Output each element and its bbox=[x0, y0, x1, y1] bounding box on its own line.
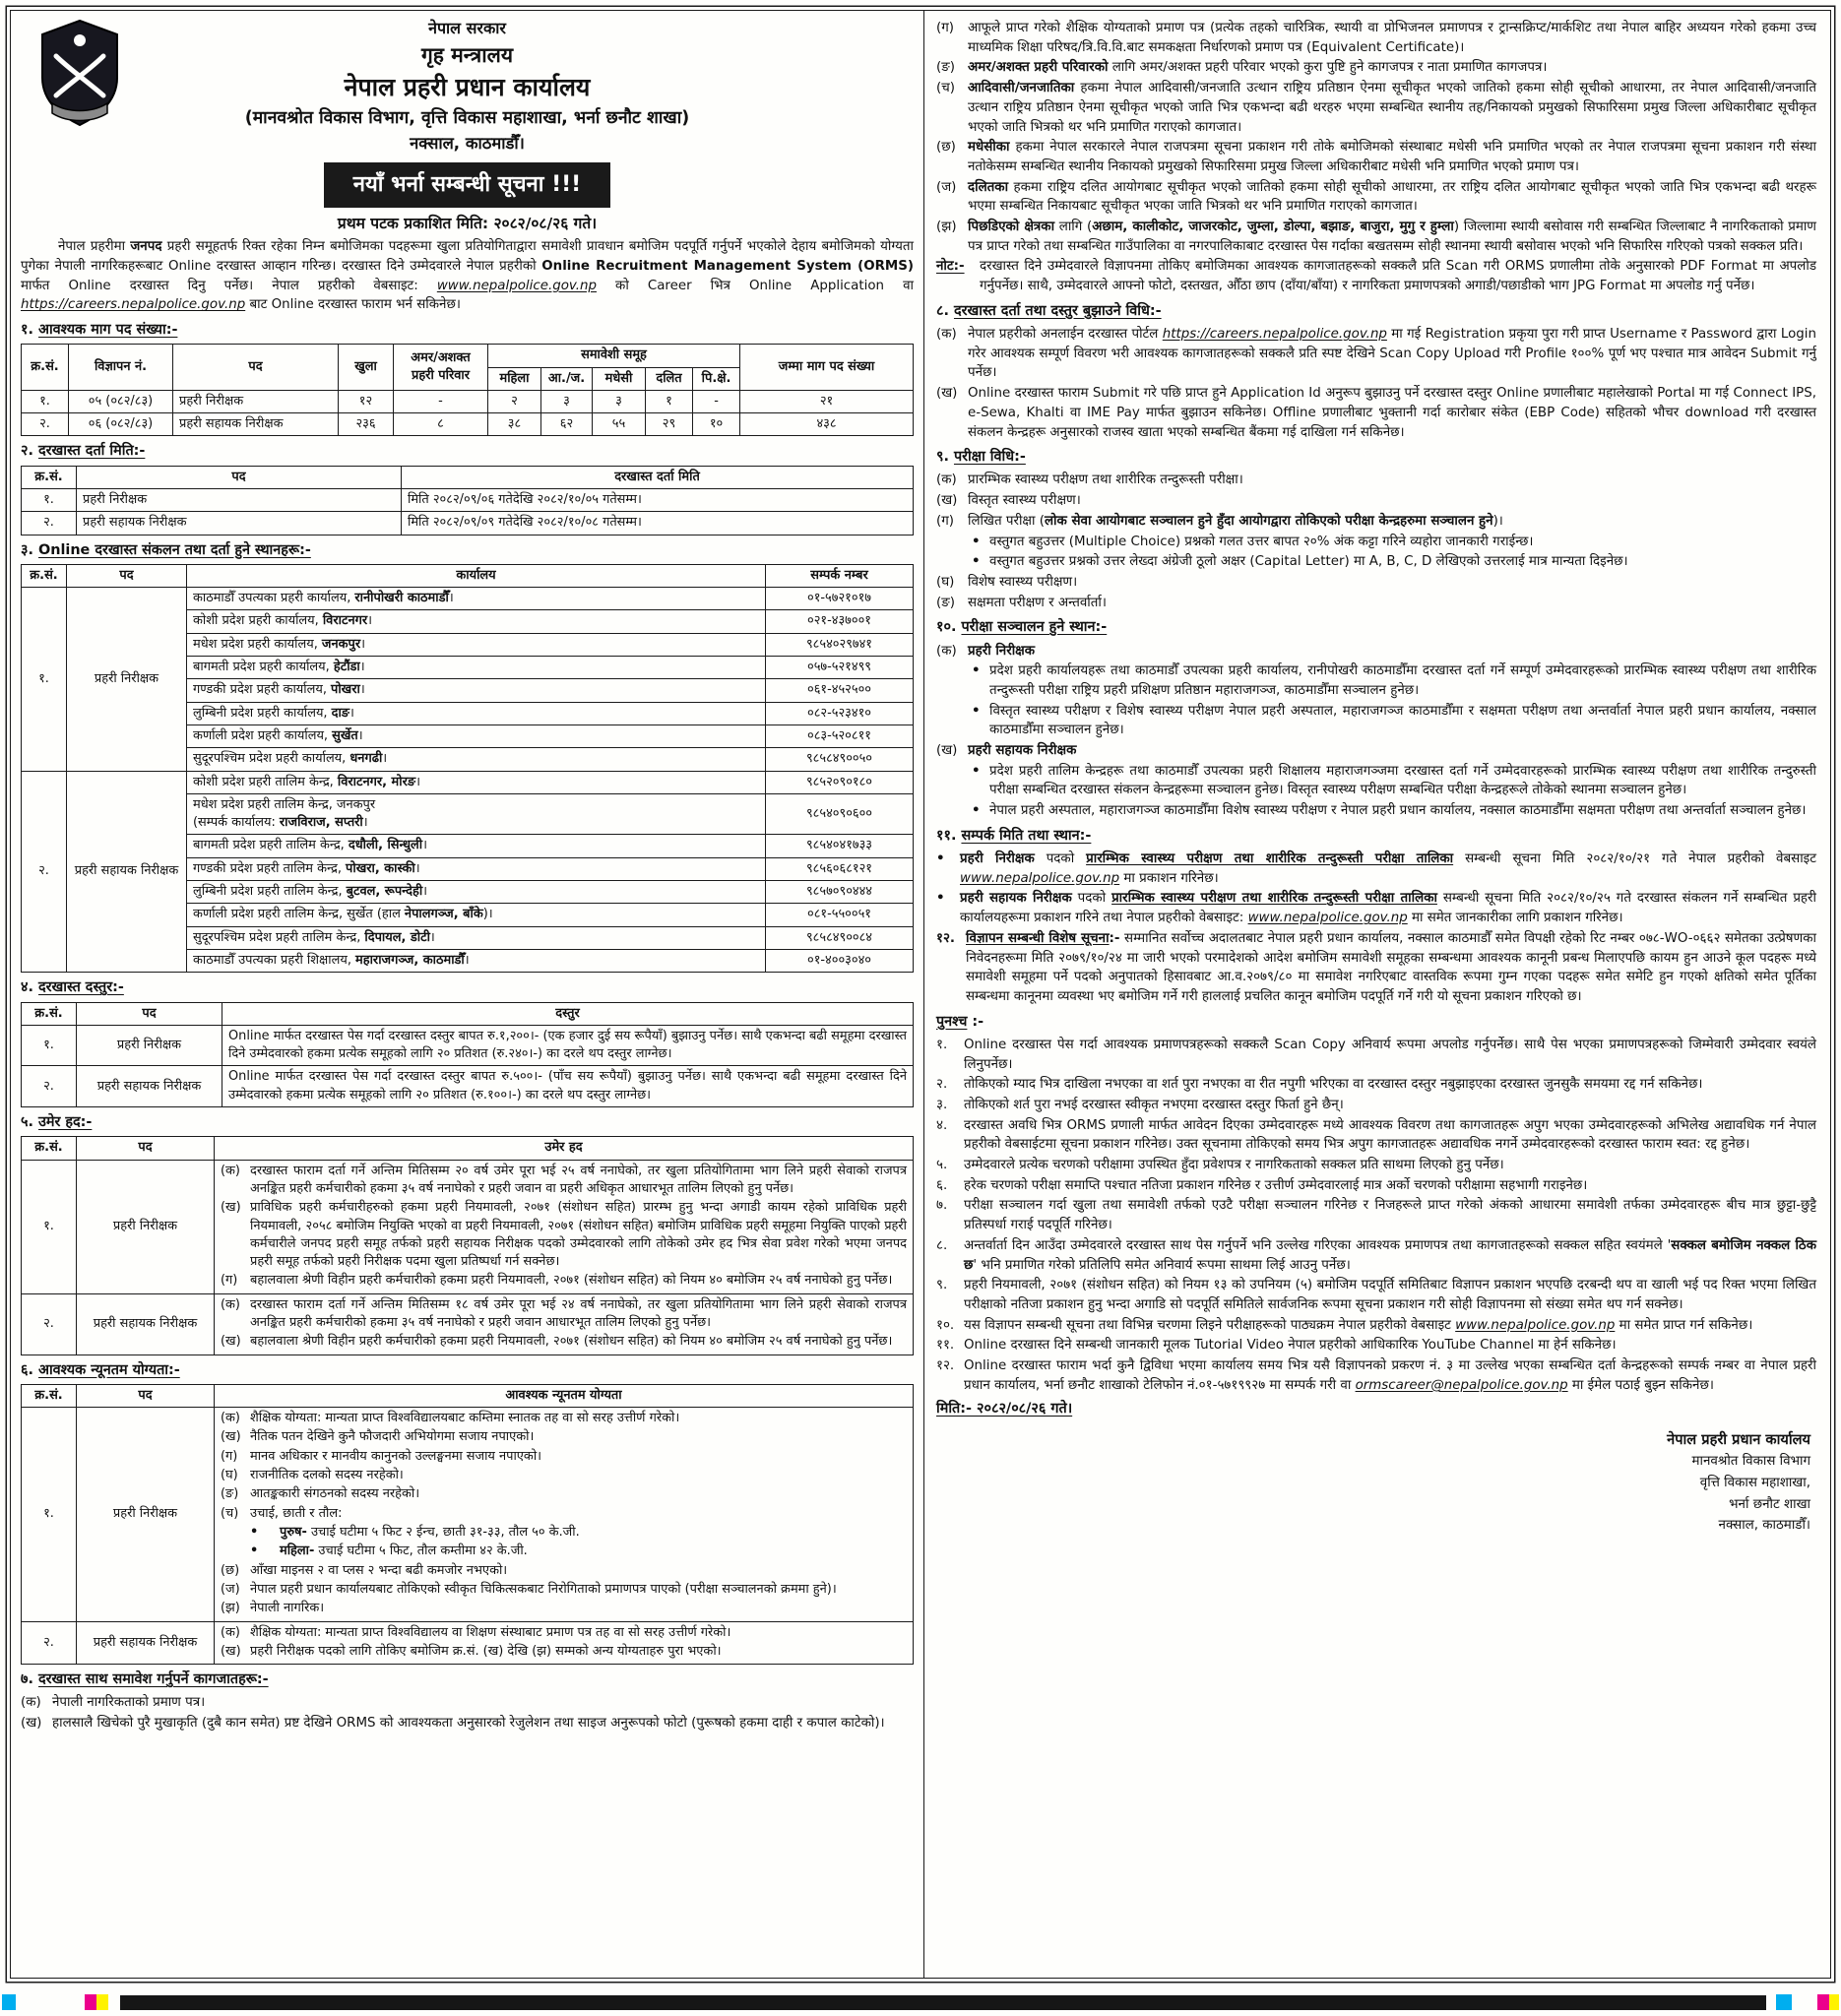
col-women: महिला bbox=[488, 367, 541, 390]
magenta-print-mark bbox=[1817, 1994, 1829, 2010]
magenta-print-mark bbox=[85, 1994, 96, 2010]
table-row: १. प्रहरी निरीक्षक मिति २०८२/०९/०६ गतेदेखि २०८२/१०/०५ गतेसम्म। bbox=[22, 488, 914, 511]
office-line: नेपाल प्रहरी प्रधान कार्यालय bbox=[344, 73, 591, 102]
documents-continued-list: (ग) आफूले प्राप्त गरेको शैक्षिक योग्यताको प्रमाण पत्र (प्रत्येक तहको चारित्रिक, स्थायी वा प्रोभिजनल प्रमाणपत्र र ट्रान्सक्रिप्ट/मार्कशिट तथा नेपाल बाहिर अध्ययन गरेको हकमा उच्च माध्यमिक शिक्षा परिषद/त्रि.वि.वि.बाट समकक्षता निर्धारणको प्रमाण पत्र (Equivalent Certificate)। (ङ) अमर/अशक्त प्रहरी परिवारको लागि अमर/अशक्त प्रहरी परिवार भएको कुरा पुष्टि हुने कागजपत्र र नाता प्रमाणित कागजपत्र। (च) आदिवासी/जनजातिका हकमा नेपाल आदिवासी/जनजाति उत्थान राष्ट्रिय प्रतिष्ठान ऐनमा सूचीकृत भएको जातिको हकमा सोही सूचीको आधारमा, तर नेपाल आदिवासी/जनजाति उत्थान राष्ट्रिय प्रतिष्ठान ऐनमा सूचीकृत भएको जाति भित्र एकभन्दा बढी थरहरु भएमा सम्बन्धित स्थानीय तह/निकायको प्रमुखको सिफारिसमा प्रमुख जिल्ला अधिकारीबाट सूचीकृत भएको जाति भित्रको थर भनि प्रमाणित गराएको कागजात। (छ) मधेसीका हकमा नेपाल सरकारले नेपाल राजपत्रमा सूचना प्रकाशन गरी तोके बमोजिमको संस्थाबाट मधेसी भनि प्रमाणित भएको तर नेपाल राजपत्रमा सूचना प्रकाशन गरी संस्था नतोकेसम्म सम्बन्धित स्थानीय निकायको प्रमुखको सिफारिसमा प्रमुख जिल्ला अधिकारीबाट मधेसी भनि प्रमाणित भएको प्रमाण पत्र। (ज) दलितका हकमा राष्ट्रिय दलित आयोगबाट सूचीकृत भएको जातिको हकमा सोही सूचीको आधारमा, तर राष्ट्रिय दलित आयोगबाट सूचीकृत भएको जाति भित्र एकभन्दा बढी थरहरू भएमा सम्बन्धित निकायबाट सूचीकृत भएका जाति भित्रको थर भनि प्रमाणित गराएको कागजात। (झ) पिछडिएको क्षेत्रका लागि (अछाम, कालीकोट, जाजरकोट, जुम्ला, डोल्पा, बझाङ, बाजुरा, मुगु र हुम्ला) जिल्लामा स्थायी बसोवास गरी सम्बन्धित जिल्लाबाट नै नागरिकताको प्रमाण पत्र प्राप्त गरेको तथा सम्बन्धित गाउँपालिका वा नगरपालिकाबाट दरखास्त पेस गर्दाका बखतसम्म सोही स्थानमा स्थायी बसोवास भएको भनि सिफारिस गरिएको पत्रको सक्कल प्रति। bbox=[936, 21, 1816, 254]
col-madhesi: मधेसी bbox=[593, 367, 646, 390]
col-inclusive-group: समावेशी समूह bbox=[488, 345, 740, 367]
col-backward-area: पि.क्षे. bbox=[693, 367, 740, 390]
table-row: कोशी प्रदेश प्रहरी कार्यालय, विराटनगर। ०२१-४३७००१ bbox=[22, 610, 914, 633]
section-minimum-qualification bbox=[21, 1360, 914, 1666]
col-sn: क्र.सं. bbox=[22, 345, 69, 391]
black-print-bar bbox=[120, 1995, 1766, 2010]
section-number: ५. bbox=[21, 1114, 33, 1131]
col-ad-no: विज्ञापन नं. bbox=[69, 345, 173, 391]
table-row: सुदूरपश्चिम प्रदेश प्रहरी कार्यालय, धनगढी। ९८५८४९००५० bbox=[22, 748, 914, 771]
department-line: (मानवश्रोत विकास विभाग, वृत्ति विकास महाशाखा, भर्ना छनौट शाखा) bbox=[244, 108, 690, 129]
section-number: ६. bbox=[21, 1361, 33, 1378]
table-row: १. ०५ (०८२/८३) प्रहरी निरीक्षक १२ - २ ३ ३ १ - २१ bbox=[22, 390, 914, 412]
section-contact-date-place: ११. सम्पर्क मिति तथा स्थान:- • प्रहरी निरीक्षक पदको प्रारम्भिक स्वास्थ्य परीक्षण तथा शारीरिक तन्दुरूस्ती परीक्षा तालिका सम्बन्धी सूचना मिति २०८२/१०/२१ गते नेपाल प्रहरीको वेबसाइट www.nepalpolice.gov.np मा प्रकाशन गरिनेछ। • प्रहरी सहायक निरीक्षक पदको प्रारम्भिक स्वास्थ्य परीक्षण तथा शारीरिक तन्दुरूस्ती परीक्षा तालिका सम्बन्धी सूचना मिति २०८२/१०/२५ गते दरखास्त संकलन गर्ने सम्बन्धित प्रहरी कार्यालयहरूमा प्रकाशन गरिने तथा नेपाल प्रहरीको वेबसाइट: www.nepalpolice.gov.np मा समेत जानकारीका लागि प्रकाशन गरिनेछ। bbox=[936, 827, 1816, 926]
section-number: ४. bbox=[21, 979, 33, 996]
section-required-documents: ७. दरखास्त साथ समावेश गर्नुपर्ने कागजातहरू:- (क) नेपाली नागरिकताको प्रमाण पत्र। (ख) हालसालै खिचेको पुरै मुखाकृति (दुबै कान समेत) प्रष्ट देखिने ORMS को आवश्यकता अनुसारको रेजुलेशन तथा साइज अनुरूपको फोटो (पुरूषको हकमा दाही र कपाल काटेको)। bbox=[21, 1671, 885, 1732]
col-adibasi: आ./ज. bbox=[541, 367, 593, 390]
signature-division: वृत्ति विकास महाशाखा, bbox=[1699, 1475, 1810, 1490]
signature-office: नेपाल प्रहरी प्रधान कार्यालय bbox=[1667, 1430, 1810, 1448]
table-row: लुम्बिनी प्रदेश प्रहरी तालिम केन्द्र, बुटवल, रूपन्देही। ९८५७०९०४४४ bbox=[22, 881, 914, 904]
intro-paragraph: नेपाल प्रहरीमा जनपद प्रहरी समूहतर्फ रिक्त रहेका निम्न बमोजिमका पदहरूमा खुला प्रतियोगिताद्वारा समावेशी प्रावधान बमोजिम पदपूर्ति गर्नुपर्ने भएकोले देहाय बमोजिमको योग्यता पुगेका नेपाली नागरिकहरूबाट Online दरखास्त आव्हान गरिन्छ। दरखास्त दिने उम्मेदवारले नेपाल प्रहरीको Online Recruitment Management System (ORMS) मार्फत Online दरखास्त दिनु पर्नेछ। नेपाल प्रहरीको वेबसाइट: www.nepalpolice.gov.np को Career भित्र Online Application वा https://careers.nepalpolice.gov.np बाट Online दरखास्त फाराम भर्न सकिनेछ। bbox=[21, 239, 914, 313]
published-date-line: प्रथम पटक प्रकाशित मिति: २०८२/०८/२६ गते। bbox=[337, 215, 598, 233]
registration-dates-table: क्र.सं. पद दरखास्त दर्ता मिति १. प्रहरी निरीक्षक मिति २०८२/०९/०६ गतेदेखि २०८२/१०/०५ गतेसम्म। २. प्रहरी सहायक निरीक्षक मिति २०८२/०९/०९ गतेदेखि २०८२/१०/०८ गतेसम्म। bbox=[21, 466, 914, 536]
postscript-block: पुनश्च :- १. Online दरखास्त पेस गर्दा आवश्यक प्रमाणपत्रहरूको सक्कलै Scan Copy अनिवार्य रूपमा अपलोड गर्नुपर्नेछ। साथै पेस भएका प्रमाणपत्रहरूको जिम्मेवारी उम्मेदवार स्वयंले लिनुपर्नेछ। २. तोकिएको म्याद भित्र दाखिला नभएका वा शर्त पुरा नभएका वा रीत नपुगी भरिएका वा दरखास्त दस्तुर नबुझाइएका दरखास्त जुनसुकै समयमा रद्द गर्न सकिनेछ। ३. तोकिएको शर्त पुरा नभई दरखास्त स्वीकृत नभएमा दरखास्त दस्तुर फिर्ता हुने छैन्। ४. दरखास्त अवधि भित्र ORMS प्रणाली मार्फत आवेदन दिएका उम्मेदवारहरू मध्ये आवश्यक विवरण तथा कागजातहरू अपुग भएका उम्मेदवारहरूको अभिलेख अद्यावधिक गर्न नेपाल प्रहरीको वेबसाईटमा सूचना प्रकाशन गरिनेछ। उक्त सूचनामा तोकिएको समय भित्र अपुग कागजातहरू अद्यावधिक नगर्ने उम्मेदवारहरूको दरखास्त फाराम स्वत: रद्द हुनेछ। ५. उम्मेदवारले प्रत्येक चरणको परीक्षामा उपस्थित हुँदा प्रवेशपत्र र नागरिकताको सक्कल प्रति साथमा लिएको हुनु पर्नेछ। ६. हरेक चरणको परीक्षा समाप्ति पश्चात नतिजा प्रकाशन गरिनेछ र उत्तीर्ण उम्मेदवारलाई मात्र अर्को चरणको परीक्षामा सहभागी गराइनेछ। ७. परीक्षा सञ्चालन गर्दा खुला तथा समावेशी तर्फको एउटै परीक्षा सञ्चालन गरिनेछ र निजहरूले प्राप्त गरेको अंकको आधारमा समावेशी तर्फका उम्मेदवारहरू बीच मात्र छुट्टा-छुट्टै प्रतिस्पर्धा गराई पदपूर्ति गरिनेछ। ८. अन्तर्वार्ता दिन आउँदा उम्मेदवारले दरखास्त साथ पेस गर्नुपर्ने भनि उल्लेख गरिएका आवश्यक प्रमाणपत्र तथा कागजातहरूको सक्कल सहित स्वयंमले 'सक्कल बमोजिम नक्कल ठिक छ' भनि प्रमाणित गरेको प्रतिलिपि समेत अनिवार्य रूपमा साथमा लिई आउनु पर्नेछ। ९. प्रहरी नियमावली, २०७१ (संशोधन सहित) को नियम १३ को उपनियम (५) बमोजिम पदपूर्ति समितिबाट विज्ञापन प्रकाशन भएपछि दरबन्दी थप वा खाली भई पद रिक्त भएमा लिखित परीक्षाको नतिजा प्रकाशन हुनु भन्दा अगाडि सो पदपूर्ति समितिले सार्वजनिक रूपमा सूचना प्रकाशन गरी सोही विज्ञापनमा सो संख्या समेत थप गर्न सक्नेछ। १०. यस विज्ञापन सम्बन्धी सूचना तथा विभिन्न चरणमा लिइने परीक्षाहरूको पाठ्यक्रम नेपाल प्रहरीको वेबसाइट www.nepalpolice.gov.np मा समेत प्राप्त गर्न सकिनेछ। ११. Online दरखास्त दिने सम्बन्धी जानकारी मूलक Tutorial Video नेपाल प्रहरीको आधिकारिक YouTube Channel मा हेर्न सकिनेछ। १२. Online दरखास्त फाराम भर्दा कुनै द्विविधा भएमा कार्यालय समय भित्र यसै विज्ञापनको प्रकरण नं. ३ मा उल्लेख भएका सम्बन्धित दर्ता केन्द्रहरूको सम्पर्क नम्बर वा नेपाल प्रहरी प्रधान कार्यालय, भर्ना छनौट शाखाको टेलिफोन नं.०१-५७१९९२७ मा सम्पर्क गरी वा ormscareer@nepalpolice.gov.np मा ईमेल पठाई बुझ्न सकिनेछ। bbox=[936, 1013, 1816, 1393]
table-row: २. प्रहरी सहायक निरीक्षक मिति २०८२/०९/०९ गतेदेखि २०८२/१०/०८ गतेसम्म। bbox=[22, 512, 914, 535]
collection-centers-table: क्र.सं. पद कार्यालय सम्पर्क नम्बर १. प्रहरी निरीक्षक काठमाडौँ उपत्यका प्रहरी कार्यालय, रानीपोखरी काठमाडौँ। ०१-५७२१०१७ कोशी प्रदेश प्रहरी कार्यालय, विराटनगर। ०२१-४३७००१ मधेश प्रदेश प्रहरी कार्यालय, जनकपुर। ९८५४०२९७४१ बागमती प्रदेश प्रहरी कार्यालय, हेटौंडा। ०५७-५२१४९९ गण्डकी प्रदेश प्रहरी कार्यालय, पोखरा। ०६१-४५२५०० लुम्बिनी प्रदेश प्रहरी कार्यालय, दाङ। ०८२-५२३४१० कर्णाली प्रदेश प्रहरी कार्यालय, सुर्खेत। ०८३-५२०८११ सुदूरपश्चिम प्रदेश प्रहरी कार्यालय, धनगढी। ९८५८४९००५० २. प्रहरी सहायक निरीक्षक कोशी प्रदेश प्रहरी तालिम केन्द्र, विराटनगर, मोरङ। ९८५२०९०१८० मधेश प्रदेश प्रहरी तालिम केन्द्र, जनकपुर (सम्पर्क कार्यालय: राजविराज, सप्तरी। ९८५४०९०६०० बागमती प्रदेश प्रहरी तालिम केन्द्र, दधौली, सिन्धुली। ९८५४०४१७३३ गण्डकी प्रदेश प्रहरी तालिम केन्द्र, पोखरा, कास्की। ९८५६०६८१२१ लुम्बिनी प्रदेश प्रहरी तालिम केन्द्र, बुटवल, रूपन्देही। ९८५७०९०४४४ कर्णाली प्रदेश प्रहरी तालिम केन्द्र, सुर्खेत (हाल नेपालगञ्ज, बाँके)। ०८१-५५००५१ सुदूरपश्चिम प्रदेश प्रहरी तालिम केन्द्र, दिपायल, डोटी। ९८५८४९००८४ काठमाडौँ उपत्यका प्रहरी शिक्षालय, महाराजगञ्ज, काठमाडौँ। ०१-४००३०४० bbox=[21, 564, 914, 974]
section-title: दरखास्त दर्ता मिति:- bbox=[37, 443, 146, 460]
gov-line: नेपाल सरकार bbox=[428, 19, 506, 37]
section-registration-dates bbox=[21, 441, 914, 535]
signature-block bbox=[936, 1428, 1816, 1537]
table-row: काठमाडौँ उपत्यका प्रहरी शिक्षालय, महाराजगञ्ज, काठमाडौँ। ०१-४००३०४० bbox=[22, 950, 914, 973]
section-title: Online दरखास्त संकलन तथा दर्ता हुने स्थानहरू:- bbox=[37, 541, 311, 558]
table-row: मधेश प्रदेश प्रहरी तालिम केन्द्र, जनकपुर (सम्पर्क कार्यालय: राजविराज, सप्तरी। ९८५४०९०६०० bbox=[22, 793, 914, 835]
section-title: आवश्यक माग पद संख्या:- bbox=[37, 322, 178, 339]
yellow-print-mark bbox=[1829, 1994, 1839, 2010]
nepal-police-logo-icon bbox=[34, 17, 125, 138]
col-police-family: अमर/अशक्त प्रहरी परिवार bbox=[394, 345, 488, 391]
table-row: १. प्रहरी निरीक्षक (क) शैक्षिक योग्यता: मान्यता प्राप्त विश्वविद्यालयबाट कम्तिमा स्नातक तह वा सो सरह उत्तीर्ण गरेको। (ख) नैतिक पतन देखिने कुनै फौजदारी अभियोगमा सजाय नपाएको। (ग) मानव अधिकार र मानवीय कानुनको उल्लङ्घनमा सजाय नपाएको। (घ) राजनीतिक दलको सदस्य नरहेको। (ङ) आतङ्ककारी संगठनको सदस्य नरहेको। (च) उचाई, छाती र तौल: • पुरुष- उचाई घटीमा ५ फिट २ ईन्च, छाती ३१-३३, तौल ५० के.जी. • महिला- उचाई घटीमा ५ फिट, तौल कम्तीमा ४२ के.जी. (छ) आँखा माइनस २ वा प्लस २ भन्दा बढी कमजोर नभएको। (ज) नेपाल प्रहरी प्रधान कार्यालयबाट तोकिएको स्वीकृत चिकित्सकबाट निरोगिताको प्रमाणपत्र पाएको (परीक्षा सञ्चालनको क्रममा हुने)। (झ) नेपाली नागरिक। bbox=[22, 1408, 914, 1621]
left-column bbox=[11, 11, 924, 1978]
section-title: दरखास्त साथ समावेश गर्नुपर्ने कागजातहरू:- bbox=[37, 1671, 269, 1688]
notice-date-line: मिति:- २०८२/०८/२६ गते। bbox=[936, 1401, 1073, 1418]
table-row: २. प्रहरी सहायक निरीक्षक कोशी प्रदेश प्रहरी तालिम केन्द्र, विराटनगर, मोरङ। ९८५२०९०१८० bbox=[22, 771, 914, 793]
section-application-fee bbox=[21, 977, 914, 1107]
col-open: खुला bbox=[339, 345, 394, 391]
table-row: बागमती प्रदेश प्रहरी तालिम केन्द्र, दधौली, सिन्धुली। ९८५४०४१७३३ bbox=[22, 835, 914, 857]
table-row: १. प्रहरी निरीक्षक काठमाडौँ उपत्यका प्रहरी कार्यालय, रानीपोखरी काठमाडौँ। ०१-५७२१०१७ bbox=[22, 588, 914, 610]
table-row: गण्डकी प्रदेश प्रहरी कार्यालय, पोखरा। ०६१-४५२५०० bbox=[22, 679, 914, 702]
age-limit-table: क्र.सं. पद उमेर हद १. प्रहरी निरीक्षक (क) दरखास्त फाराम दर्ता गर्ने अन्तिम मितिसम्म २० वर्ष उमेर पूरा भई २५ वर्ष ननाघेको, तर खुला प्रतियोगितामा भाग लिने प्रहरी सेवाको राजपत्र अनङ्कित प्रहरी कर्मचारीको हकमा ३५ वर्ष ननाघेको र प्रहरी जवान वा प्रहरी अधिकृत आधारभूत तालिम लिएको हुनु पर्नेछ। (ख) प्राविधिक प्रहरी कर्मचारीहरुको हकमा प्रहरी नियमावली, २०७१ (संशोधन सहित) प्रारम्भ हुनु भन्दा अगाडी कायम रहेको प्राविधिक प्रहरी नियमावली, २०५८ बमोजिम नियुक्ति भएको वा प्रहरी नियमावली, २०७१ (संशोधन सहित) बमोजिम प्राविधिक प्रहरी समूहमा नियुक्ति पाएको प्रहरी कर्मचारीले जनपद प्रहरी समूह तर्फको प्रहरी सहायक निरीक्षक पदको उम्मेदवारको लागि तोकेको उमेर हद भित्र सेवा प्रवेश गरेको भएमा जनपद प्रहरी समूह तर्फको प्रहरी निरीक्षक पदमा खुला प्रतिष्पर्धा गर्न सक्नेछ। (ग) बहालवाला श्रेणी विहीन प्रहरी कर्मचारीको हकमा प्रहरी नियमावली, २०७१ (संशोधन सहित) को नियम ४० बमोजिम २५ वर्ष ननाघेको हुनु पर्नेछ। २. प्रहरी सहायक निरीक्षक (क) दरखास्त फाराम दर्ता गर्ने अन्तिम मितिसम्म १८ वर्ष उमेर पूरा भई २४ वर्ष ननाघेको, तर खुला प्रतियोगितामा भाग लिने प्रहरी सेवाको राजपत्र अनङ्कित प्रहरी कर्मचारीको हकमा ३५ वर्ष ननाघेको र प्रहरी जवान आधारभूत तालिम लिएको हुनु पर्नेछ। (ख) बहालवाला श्रेणी विहीन प्रहरी कर्मचारीको हकमा प्रहरी नियमावली, २०७१ (संशोधन सहित) को नियम ४० बमोजिम २५ वर्ष ननाघेको हुनु पर्नेछ। bbox=[21, 1136, 914, 1354]
table-row: कर्णाली प्रदेश प्रहरी तालिम केन्द्र, सुर्खेत (हाल नेपालगञ्ज, बाँके)। ०८१-५५००५१ bbox=[22, 904, 914, 926]
section-exam-locations: १०. परीक्षा सञ्चालन हुने स्थान:- (क) प्रहरी निरीक्षक • प्रदेश प्रहरी कार्यालयहरू तथा काठमाडौँ उपत्यका प्रहरी कार्यालय, रानीपोखरी काठमाडौँमा दरखास्त दर्ता गर्ने सम्पूर्ण उम्मेदवारहरूको प्रारम्भिक स्वास्थ्य परीक्षण तथा शारीरिक तन्दुरूस्ती परीक्षा राष्ट्रिय प्रहरी प्रशिक्षण प्रतिष्ठान महाराजगञ्ज, काठमाडौँमा सञ्चालन हुनेछ। • विस्तृत स्वास्थ्य परीक्षण र विशेष स्वास्थ्य परीक्षण नेपाल प्रहरी अस्पताल, महाराजगञ्ज काठमाडौँमा र सक्षमता परीक्षण तथा अन्तर्वार्ता नेपाल प्रहरी प्रधान कार्यालय, नक्साल काठमाडौँमा सञ्चालन हुनेछ। (ख) प्रहरी सहायक निरीक्षक • प्रदेश प्रहरी तालिम केन्द्रहरू तथा काठमाडौँ उपत्यका प्रहरी शिक्षालय महाराजगञ्जमा दरखास्त दर्ता गर्ने उम्मेदवारहरूको प्रारम्भिक स्वास्थ्य परीक्षण तथा शारीरिक तन्दुरुस्ती परीक्षा सम्बन्धित दरखास्त संकलन केन्द्रहरूमा सञ्चालन हुनेछ। विस्तृत स्वास्थ्य परीक्षण सम्बन्धित परीक्षा केन्द्रहरूले तोकेको स्थानमा सञ्चालन हुनेछ। • नेपाल प्रहरी अस्पताल, महाराजगञ्ज काठमाडौँमा विशेष स्वास्थ्य परीक्षण र नेपाल प्रहरी प्रधान कार्यालय, नक्साल काठमाडौँमा सक्षमता परीक्षण तथा अन्तर्वार्ता सञ्चालन हुनेछ। bbox=[936, 619, 1816, 819]
table-row: २. प्रहरी सहायक निरीक्षक (क) दरखास्त फाराम दर्ता गर्ने अन्तिम मितिसम्म १८ वर्ष उमेर पूरा भई २४ वर्ष ननाघेको, तर खुला प्रतियोगितामा भाग लिने प्रहरी सेवाको राजपत्र अनङ्कित प्रहरी कर्मचारीको हकमा ३५ वर्ष ननाघेको र प्रहरी जवान आधारभूत तालिम लिएको हुनु पर्नेछ। (ख) बहालवाला श्रेणी विहीन प्रहरी कर्मचारीको हकमा प्रहरी नियमावली, २०७१ (संशोधन सहित) को नियम ४० बमोजिम २५ वर्ष ननाघेको हुनु पर्नेछ। bbox=[22, 1293, 914, 1354]
note-block: नोट:- दरखास्त दिने उम्मेदवारले विज्ञापनमा तोकिए बमोजिमका आवश्यक कागजातहरूको सक्कलै प्रति Scan गरी ORMS प्रणालीमा तोके अनुसारको PDF Format मा अपलोड गर्नुपर्नेछ। साथै, उम्मेदवारले आफ्नो फोटो, दस्तखत, औँठा छाप (दाँया/बाँया) र नागरिकता प्रमाणपत्रको अगाडी/पछाडीको भाग JPG Format मा अपलोड गर्नु पर्नेछ। bbox=[936, 259, 1816, 294]
col-post: पद bbox=[173, 345, 339, 391]
table-row: १. प्रहरी निरीक्षक Online मार्फत दरखास्त पेस गर्दा दरखास्त दस्तुर बापत रु.१,२००।- (एक हजार दुई सय रूपैयाँ) बुझाउनु पर्नेछ। साथै एकभन्दा बढी समूहमा दरखास्त दिने उम्मेदवारको हकमा प्रत्येक समूहको लागि २० प्रतिशत (रु.२४०।-) का दरले थप दस्तुर लाग्नेछ। bbox=[22, 1025, 914, 1066]
col-total: जम्मा माग पद संख्या bbox=[740, 345, 914, 391]
section-collection-centers bbox=[21, 540, 914, 974]
right-column bbox=[924, 11, 1830, 1978]
section-number: ७. bbox=[21, 1671, 33, 1688]
required-posts-table bbox=[21, 344, 914, 436]
ministry-line: गृह मन्त्रालय bbox=[420, 42, 514, 67]
section-title: दरखास्त दस्तुर:- bbox=[37, 979, 124, 996]
cyan-print-mark bbox=[1776, 1994, 1792, 2010]
section-number: २. bbox=[21, 443, 33, 460]
notice-title-banner: नयाँ भर्ना सम्बन्धी सूचना !!! bbox=[324, 162, 610, 208]
section-title: आवश्यक न्यूनतम योग्यता:- bbox=[37, 1361, 180, 1378]
section-exam-method: ९. परीक्षा विधि:- (क) प्रारम्भिक स्वास्थ्य परीक्षण तथा शारीरिक तन्दुरूस्ती परीक्षा। (ख) विस्तृत स्वास्थ्य परीक्षण। (ग) लिखित परीक्षा (लोक सेवा आयोगबाट सञ्चालन हुने हुँदा आयोगद्वारा तोकिएको परीक्षा केन्द्रहरुमा सञ्चालन हुने)। • वस्तुगत बहुउत्तर (Multiple Choice) प्रश्नको गलत उत्तर बापत २०% अंक कट्टा गरिने व्यहोरा जानकारी गराईन्छ। • वस्तुगत बहुउत्तर प्रश्नको उत्तर लेख्दा अंग्रेजी ठूलो अक्षर (Capital Letter) मा A, B, C, D लेखिएको उत्तरलाई मात्र मान्यता दिइनेछ। (घ) विशेष स्वास्थ्य परीक्षण। (ङ) सक्षमता परीक्षण र अन्तर्वार्ता। bbox=[936, 449, 1628, 610]
document-header bbox=[21, 15, 914, 235]
minimum-qualification-table: क्र.सं. पद आवश्यक न्यूनतम योग्यता १. प्रहरी निरीक्षक (क) शैक्षिक योग्यता: मान्यता प्राप्त विश्वविद्यालयबाट कम्तिमा स्नातक तह वा सो सरह उत्तीर्ण गरेको। (ख) नैतिक पतन देखिने कुनै फौजदारी अभियोगमा सजाय नपाएको। (ग) मानव अधिकार र मानवीय कानुनको उल्लङ्घनमा सजाय नपाएको। (घ) राजनीतिक दलको सदस्य नरहेको। (ङ) आतङ्ककारी संगठनको सदस्य नरहेको। (च) उचाई, छाती र तौल: • पुरुष- उचाई घटीमा ५ फिट २ ईन्च, छाती ३१-३३, तौल ५० के.जी. • महिला- उचाई घटीमा ५ फिट, तौल कम्तीमा ४२ के.जी. (छ) आँखा माइनस २ वा प्लस २ भन्दा बढी कमजोर नभएको। (ज) नेपाल प्रहरी प्रधान कार्यालयबाट तोकिएको स्वीकृत चिकित्सकबाट निरोगिताको प्रमाणपत्र पाएको (परीक्षा सञ्चालनको क्रममा हुने)। (झ) नेपाली नागरिक। २. प्रहरी सहायक निरीक्षक (क) शैक्षिक योग्यता: मान्यता प्राप्त विश्वविद्यालय वा शिक्षण संस्थाबाट प्रमाण पत्र तह वा सो सरह उत्तीर्ण गरेको। (ख) प्रहरी निरीक्षक पदको लागि तोकिए बमोजिम क्र.सं. (ख) देखि (झ) सम्मको अन्य योग्यताहरु पुरा भएको। bbox=[21, 1384, 914, 1665]
table-row: कर्णाली प्रदेश प्रहरी कार्यालय, सुर्खेत। ०८३-५२०८११ bbox=[22, 724, 914, 747]
section-special-notice: १२. विज्ञापन सम्बन्धी विशेष सूचना:- सम्मानित सर्वोच्च अदालतबाट नेपाल प्रहरी प्रधान कार्यालय, नक्साल काठमाडौँ समेत विपक्षी रहेको रिट नम्बर ०७८-WO-०६६२ समेतका उत्प्रेषणका निवेदनहरूमा मिति २०७९/१०/२४ मा जारी भएको परमादेशको आदेश बमोजिम समावेशी समूहका सम्बन्धमा आवश्यक कानूनी प्रबन्ध मिलाएपछि कायम हुन आउने कूल पदहरू मध्ये समावेशी समूहमा पर्ने पदको अनुपातको हिसावबाट आ.व.२०७९/८० मा समावेश नगरिएबाट वास्तविक रूपमा गुम्न गएका पदहरू समेत समेटि हुन गएको क्षतिको समेत पूर्तिका सम्बन्धमा कानूनमा व्यवस्था भए बमोजिम गर्ने गरी हाललाई प्रचलित कानून बमोजिम पदपूर्ति गर्ने गरी यो सूचना प्रकाशन गरिएको छ। bbox=[936, 930, 1816, 1004]
section-number: १. bbox=[21, 322, 33, 339]
table-row: २. प्रहरी सहायक निरीक्षक (क) शैक्षिक योग्यता: मान्यता प्राप्त विश्वविद्यालय वा शिक्षण संस्थाबाट प्रमाण पत्र तह वा सो सरह उत्तीर्ण गरेको। (ख) प्रहरी निरीक्षक पदको लागि तोकिए बमोजिम क्र.सं. (ख) देखि (झ) सम्मको अन्य योग्यताहरु पुरा भएको। bbox=[22, 1621, 914, 1665]
print-registration-strip bbox=[0, 1992, 1841, 2012]
yellow-print-mark bbox=[96, 1994, 108, 2010]
table-row: मधेश प्रदेश प्रहरी कार्यालय, जनकपुर। ९८५४०२९७४१ bbox=[22, 633, 914, 656]
signature-department: मानवश्रोत विकास विभाग bbox=[1691, 1454, 1810, 1470]
address-line: नक्साल, काठमाडौँ। bbox=[410, 133, 525, 153]
signature-address: नक्साल, काठमाडौँ। bbox=[1718, 1518, 1810, 1534]
table-row: लुम्बिनी प्रदेश प्रहरी कार्यालय, दाङ। ०८२-५२३४१० bbox=[22, 702, 914, 724]
table-row: सुदूरपश्चिम प्रदेश प्रहरी तालिम केन्द्र, दिपायल, डोटी। ९८५८४९००८४ bbox=[22, 926, 914, 949]
table-row: २. ०६ (०८२/८३) प्रहरी सहायक निरीक्षक २३६ ८ ३८ ६२ ५५ २९ १० ४३८ bbox=[22, 413, 914, 436]
table-row: बागमती प्रदेश प्रहरी कार्यालय, हेटौंडा। ०५७-५२१४९९ bbox=[22, 656, 914, 678]
section-required-posts bbox=[21, 320, 914, 436]
application-fee-table: क्र.सं. पद दस्तुर १. प्रहरी निरीक्षक Online मार्फत दरखास्त पेस गर्दा दरखास्त दस्तुर बापत रु.१,२००।- (एक हजार दुई सय रूपैयाँ) बुझाउनु पर्नेछ। साथै एकभन्दा बढी समूहमा दरखास्त दिने उम्मेदवारको हकमा प्रत्येक समूहको लागि २० प्रतिशत (रु.२४०।-) का दरले थप दस्तुर लाग्नेछ। २. प्रहरी सहायक निरीक्षक Online मार्फत दरखास्त पेस गर्दा दरखास्त दस्तुर बापत रु.५००।- (पाँच सय रूपैयाँ) बुझाउनु पर्नेछ। साथै एकभन्दा बढी समूहमा दरखास्त दिने उम्मेदवारको हकमा प्रत्येक समूहको लागि २० प्रतिशत (रु.१००।-) का दरले थप दस्तुर लाग्नेछ। bbox=[21, 1002, 914, 1108]
section-number: ३. bbox=[21, 541, 33, 558]
table-row: २. प्रहरी सहायक निरीक्षक Online मार्फत दरखास्त पेस गर्दा दरखास्त दस्तुर बापत रु.५००।- (पाँच सय रूपैयाँ) बुझाउनु पर्नेछ। साथै एकभन्दा बढी समूहमा दरखास्त दिने उम्मेदवारको हकमा प्रत्येक समूहको लागि २० प्रतिशत (रु.१००।-) का दरले थप दस्तुर लाग्नेछ। bbox=[22, 1066, 914, 1107]
table-row: १. प्रहरी निरीक्षक (क) दरखास्त फाराम दर्ता गर्ने अन्तिम मितिसम्म २० वर्ष उमेर पूरा भई २५ वर्ष ननाघेको, तर खुला प्रतियोगितामा भाग लिने प्रहरी सेवाको राजपत्र अनङ्कित प्रहरी कर्मचारीको हकमा ३५ वर्ष ननाघेको र प्रहरी जवान वा प्रहरी अधिकृत आधारभूत तालिम लिएको हुनु पर्नेछ। (ख) प्राविधिक प्रहरी कर्मचारीहरुको हकमा प्रहरी नियमावली, २०७१ (संशोधन सहित) प्रारम्भ हुनु भन्दा अगाडी कायम रहेको प्राविधिक प्रहरी नियमावली, २०५८ बमोजिम नियुक्ति भएको वा प्रहरी नियमावली, २०७१ (संशोधन सहित) बमोजिम प्राविधिक प्रहरी समूहमा नियुक्ति पाएको प्रहरी कर्मचारीले जनपद प्रहरी समूह तर्फको प्रहरी सहायक निरीक्षक पदको उम्मेदवारको लागि तोकेको उमेर हद भित्र सेवा प्रवेश गरेको भएमा जनपद प्रहरी समूह तर्फको प्रहरी निरीक्षक पदमा खुला प्रतिष्पर्धा गर्न सक्नेछ। (ग) बहालवाला श्रेणी विहीन प्रहरी कर्मचारीको हकमा प्रहरी नियमावली, २०७१ (संशोधन सहित) को नियम ४० बमोजिम २५ वर्ष ननाघेको हुनु पर्नेछ। bbox=[22, 1160, 914, 1293]
section-title: उमेर हद:- bbox=[37, 1114, 93, 1131]
signature-branch: भर्ना छनौट शाखा bbox=[1729, 1496, 1810, 1512]
document-frame bbox=[10, 10, 1831, 1979]
cyan-print-mark bbox=[2, 1994, 16, 2010]
section-fee-payment-method: ८. दरखास्त दर्ता तथा दस्तुर बुझाउने विधि:- (क) नेपाल प्रहरीको अनलाईन दरखास्त पोर्टल https://careers.nepalpolice.gov.np मा गई Registration प्रकृया पुरा गरी प्राप्त Username र Password द्वारा Login गरेर आवश्यक सम्पूर्ण विवरण भरी आवश्यक कागजातहरूको सक्कलै प्रति स्पष्ट देखिने Scan Copy Upload गरी Profile १००% पूर्ण भए पश्चात मात्र आवेदन Submit गर्नु पर्नेछ। (ख) Online दरखास्त फाराम Submit गरे पछि प्राप्त हुने Application Id अनुरूप बुझाउनु पर्ने दरखास्त दस्तुर Online प्रणालीबाट महालेखाको Portal मा गई Connect IPS, e-Sewa, Khalti वा IME Pay मार्फत बुझाउन सकिनेछ। Offline प्रणालीबाट भुक्तानी गर्दा कारोबार संकेत (EBP Code) सहितको भौचर download गरी दरखास्त संकलन केन्द्रहरू अनुसारको राजस्व खाता भएको सम्बन्धित बैंकमा गई दाखिला गर्न सकिनेछ। bbox=[936, 302, 1817, 440]
table-row: गण्डकी प्रदेश प्रहरी तालिम केन्द्र, पोखरा, कास्की। ९८५६०६८१२१ bbox=[22, 857, 914, 880]
section-age-limit bbox=[21, 1112, 914, 1355]
col-dalit: दलित bbox=[646, 367, 693, 390]
